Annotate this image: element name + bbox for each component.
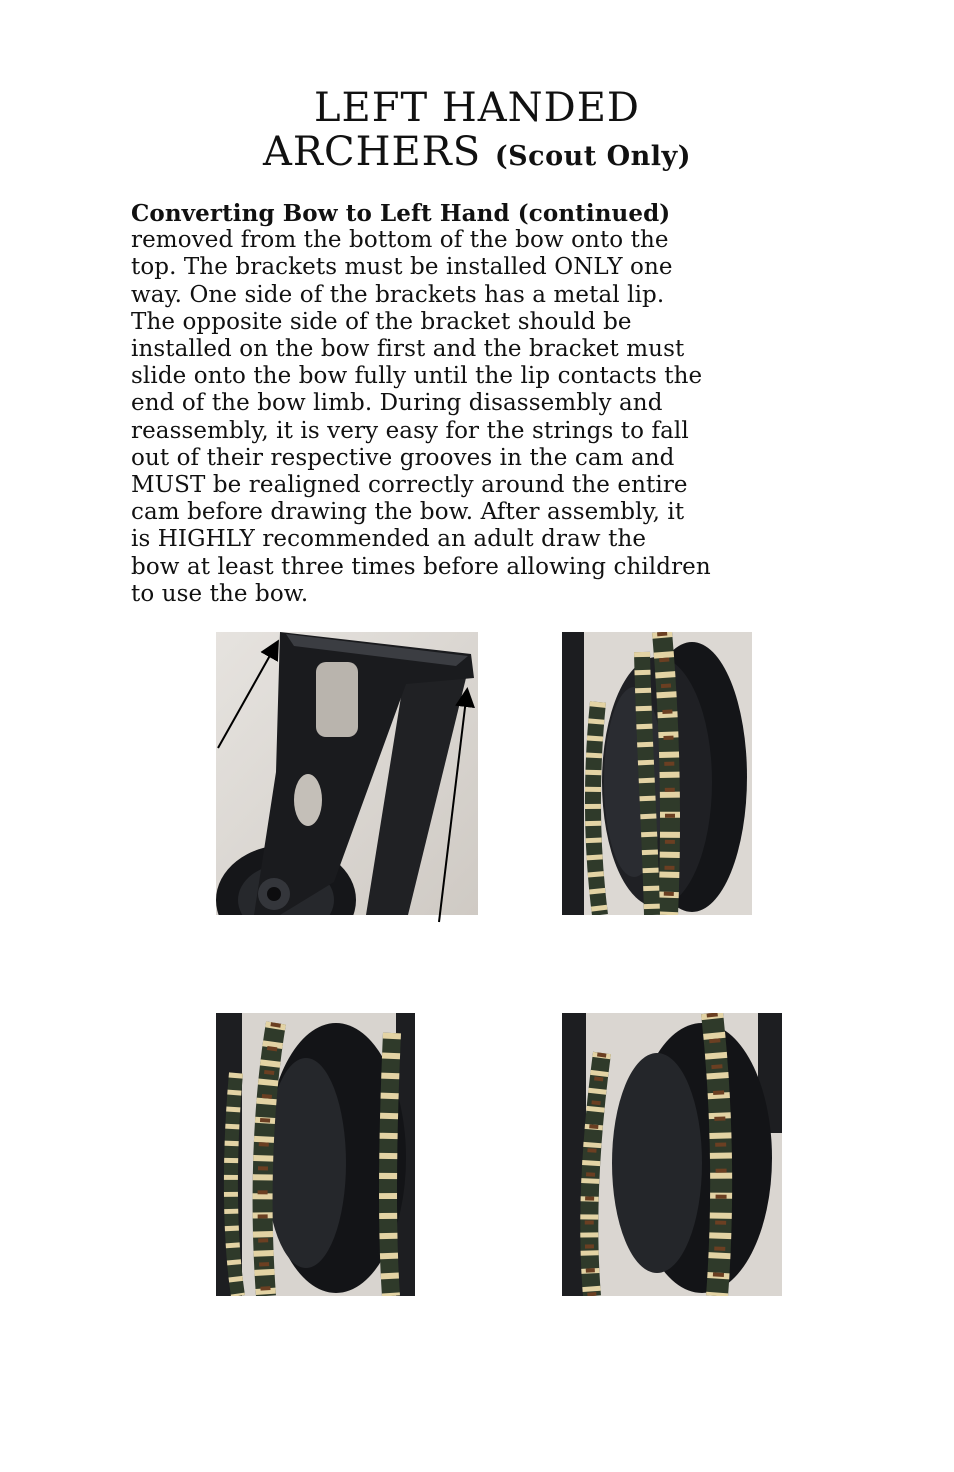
text-line: is HIGHLY recommended an adult draw the: [131, 526, 647, 553]
text-line: to use the bow.: [131, 580, 309, 607]
instruction-paragraph: [131, 200, 831, 608]
title-line-1: LEFT HANDED: [313, 85, 641, 131]
cam-strings-photo-2: [216, 1013, 415, 1296]
text-line: slide onto the bow fully until the lip contacts the: [131, 363, 703, 390]
text-line: top. The brackets must be installed ONLY one: [131, 254, 673, 281]
title-suffix: (Scout Only): [494, 141, 692, 172]
page-title: [0, 86, 954, 179]
text-line: MUST be realigned correctly around the entire: [131, 472, 688, 499]
text-line: cam before drawing the bow. After assembly, it: [131, 499, 685, 526]
bracket-photo: [216, 632, 478, 915]
cam-strings-photo-3: [562, 1013, 782, 1296]
cam-strings-photo-1: [562, 632, 752, 915]
text-line: removed from the bottom of the bow onto the: [131, 227, 669, 254]
text-line: bow at least three times before allowing children: [131, 553, 711, 580]
text-line: installed on the bow first and the bracket must: [131, 336, 685, 363]
text-line: The opposite side of the bracket should be: [131, 308, 632, 335]
section-heading: Converting Bow to Left Hand (continued): [131, 200, 671, 227]
text-line: way. One side of the brackets has a metal lip.: [131, 281, 665, 308]
text-line: reassembly, it is very easy for the strings to fall: [131, 417, 689, 444]
title-line-2: ARCHERS: [262, 129, 482, 175]
text-line: end of the bow limb. During disassembly and: [131, 390, 663, 417]
text-line: out of their respective grooves in the cam and: [131, 444, 675, 471]
